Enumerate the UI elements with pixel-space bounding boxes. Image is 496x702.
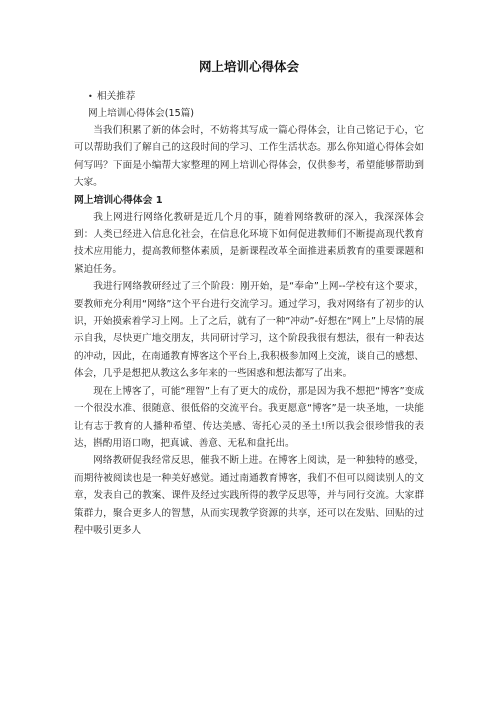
body-paragraph: 网络教研促我经常反思，催我不断上进。在博客上阅读，是一种独特的感受，而期待被阅读也是一种美好感觉。通过南通教育博客，我们不但可以阅读别人的文章，发表自己的教案、课件及经过实践所得的教学反思等，并与同行交流。大家群策群力，聚合更多人的智慧，从而实现教学资源的共享，还可以在发贴、回贴的过程中吸引更多人 xyxy=(74,455,424,536)
related-recommendation[interactable] xyxy=(88,88,424,105)
body-paragraph: 我进行网络教研经过了三个阶段：刚开始，是“奉命”上网--学校有这个要求，要教师充分利用“网络”这个平台进行交流学习。通过学习，我对网络有了初步的认识，开始摸索着学习上网。上了之后，就有了一种“冲动”-好想在“网上”上尽情的展示自我，尽快更广地交朋友，共同研讨学习，这个阶段我很有想法，很有一种表达的冲动，因此，在南通教育博客这个平台上,我积极参加网上交流，谈自己的感想、体会，几乎是想把从教这么多年来的一些困惑和想法都写了出来。 xyxy=(74,281,424,380)
body-paragraph: 我上网进行网络化教研是近几个月的事，随着网络教研的深入，我深深体会到：人类已经进入信息化社会，在信息化环境下如何促进教师们不断提高现代教育技术应用能力，提高教师整体素质，是新课程改革全面推进素质教育的重要课题和紧迫任务。 xyxy=(74,211,424,275)
related-label[interactable]: 相关推荐 xyxy=(97,91,136,102)
document-subtitle: 网上培训心得体会(15篇) xyxy=(88,108,195,119)
intro-paragraph: 当我们积累了新的体会时，不妨将其写成一篇心得体会，让自己铭记于心，它可以帮助我们了解自己的这段时间的学习、工作生活状态。那么你知道心得体会如何写吗？下面是小编帮大家整理的网上培训心得体会，仅供参考，希望能够帮助到大家。 xyxy=(74,125,424,189)
section-heading: 网上培训心得体会 1 xyxy=(74,194,163,206)
document-title: 网上培训心得体会 xyxy=(198,59,299,74)
bullet-icon: • xyxy=(88,92,93,101)
body-paragraph: 现在上博客了，可能“理智”上有了更大的成份，那是因为我不想把“博客”变成一个很没水准、很随意、很低俗的交流平台。我更愿意“博客”是一块圣地，一块能让有志于教育的人播种希望、传达美感、寄托心灵的圣土!所以我会很珍惜我的表达，斟酌用语口吻，把真诚、善意、无私和盘托出。 xyxy=(74,385,424,449)
